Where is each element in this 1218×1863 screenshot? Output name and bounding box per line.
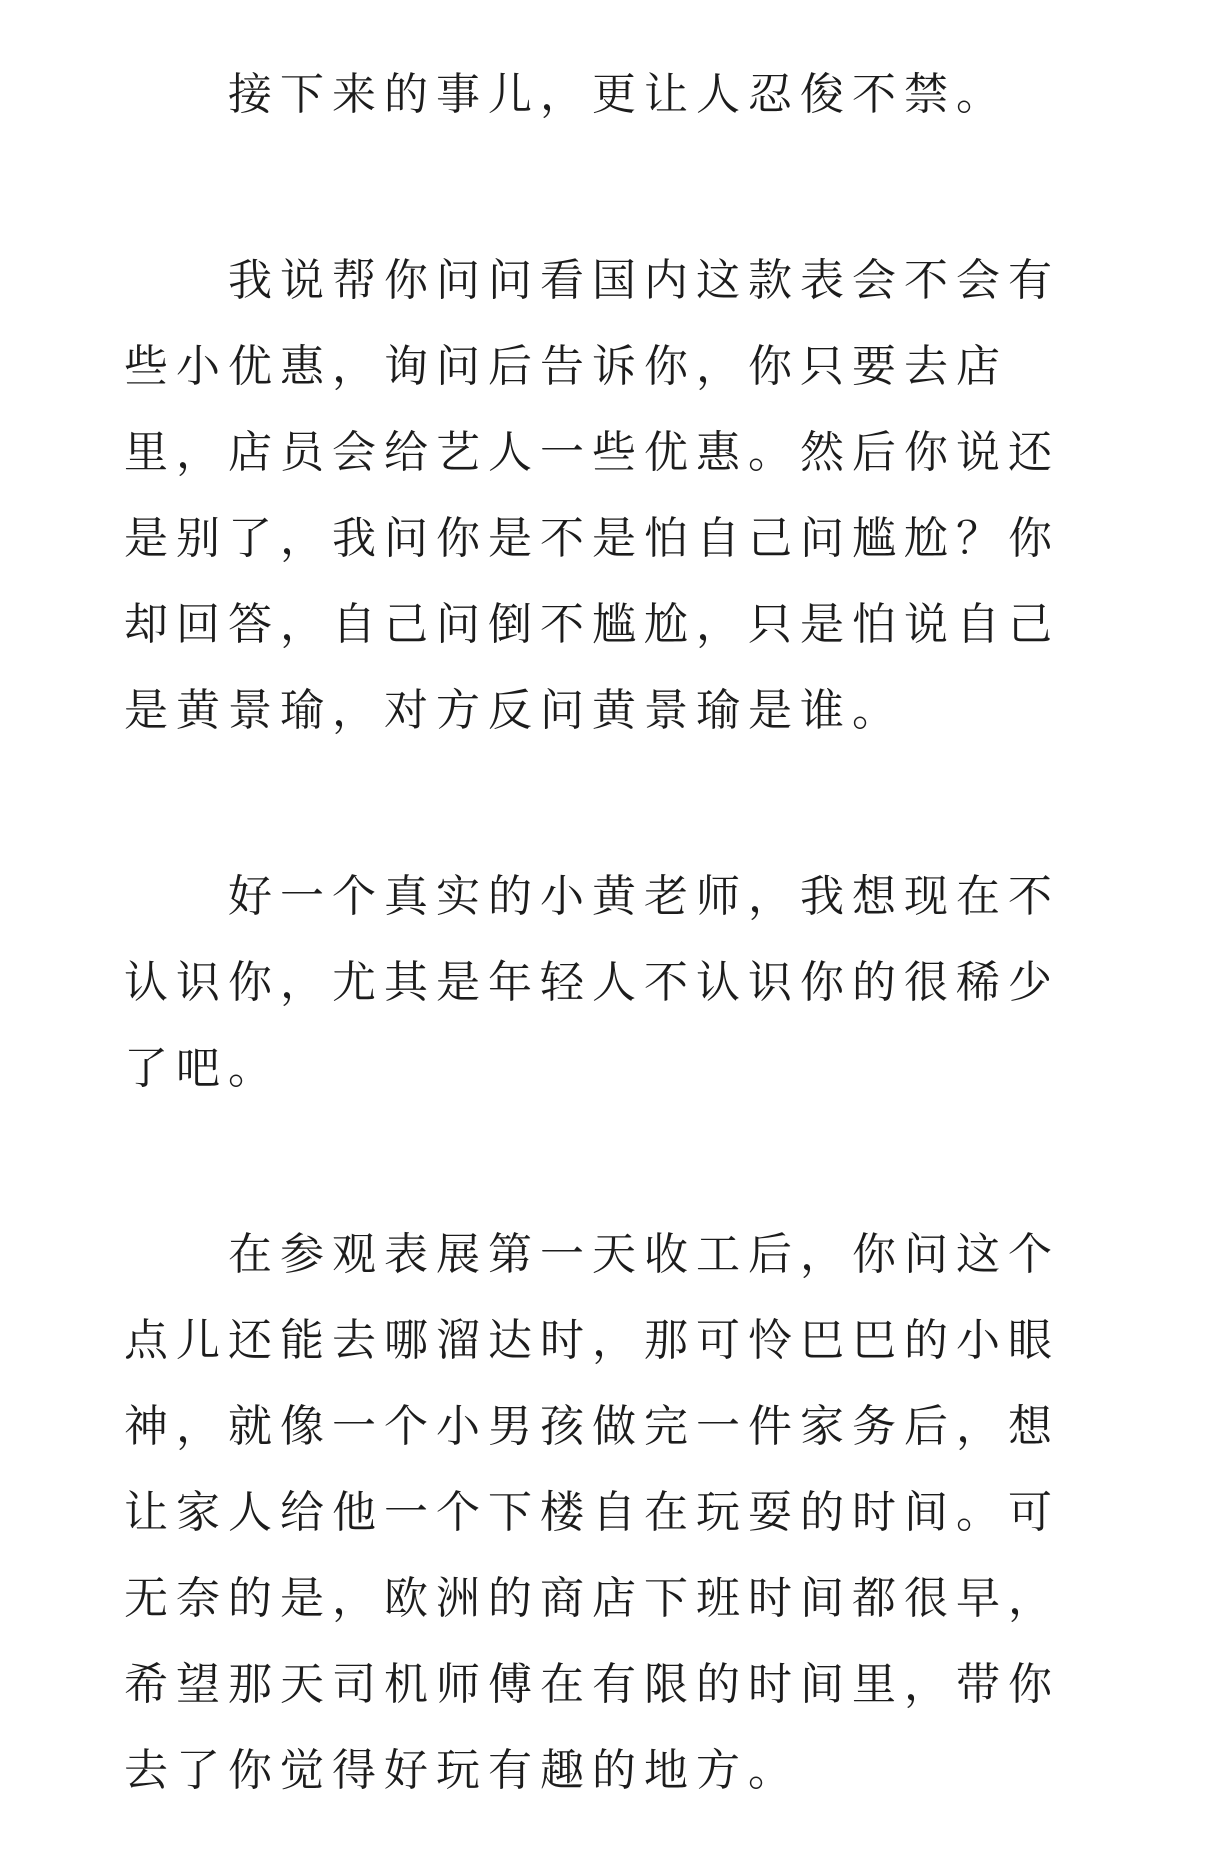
- paragraph-spacer: [124, 138, 1096, 238]
- paragraph-1: 接下来的事儿，更让人忍俊不禁。: [228, 69, 1008, 120]
- paragraph-spacer: [124, 754, 1096, 854]
- paragraph-2: 我说帮你问问看国内这款表会不会有些小优惠，询问后告诉你，你只要去店里，店员会给艺人一些优惠。然后你说还是别了，我问你是不是怕自己问尴尬？你却回答，自己问倒不尴尬，只是怕说自己是黄景瑜，对方反问黄景瑜是谁。: [124, 255, 1060, 736]
- paragraph-3: 好一个真实的小黄老师，我想现在不认识你，尤其是年轻人不认识你的很稀少了吧。: [124, 871, 1060, 1094]
- article-body: [124, 52, 1096, 1814]
- paragraph-spacer: [124, 1112, 1096, 1212]
- paragraph-4: 在参观表展第一天收工后，你问这个点儿还能去哪溜达时，那可怜巴巴的小眼神，就像一个小男孩做完一件家务后，想让家人给他一个下楼自在玩耍的时间。可无奈的是，欧洲的商店下班时间都很早，希望那天司机师傅在有限的时间里，带你去了你觉得好玩有趣的地方。: [124, 1229, 1060, 1796]
